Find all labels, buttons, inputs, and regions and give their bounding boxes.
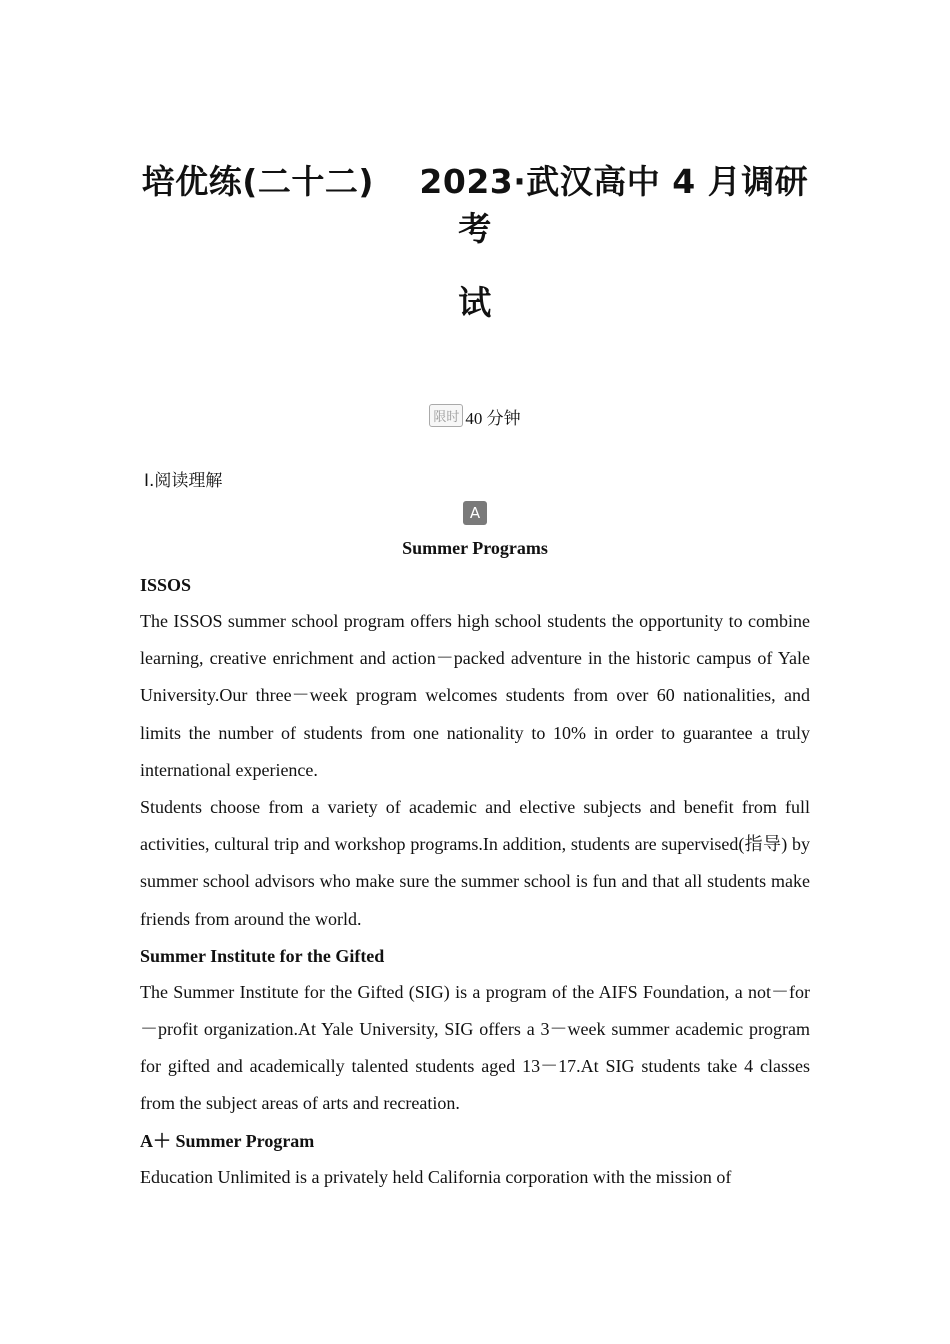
document-title-line-1: 培优练(二十二) 2023·武汉高中 4 月调研考 (141, 162, 809, 248)
article-paragraph: Students choose from a variety of academic and elective subjects and benefit from full activities, cultural trip and workshop programs.In addition, students are supervised(指导) by summer school advisors who make sure the summer school is fun and that all students make friends from around the world. (140, 797, 810, 929)
section-heading: Ⅰ.阅读理解 (144, 471, 223, 491)
article-subheading: ISSOS (140, 575, 192, 595)
article-subheading: Summer Institute for the Gifted (140, 945, 385, 966)
article-subheading: A＋ Summer Program (140, 1130, 315, 1151)
document-title-line-2: 试 (458, 283, 492, 322)
time-limit (140, 404, 810, 429)
article-body (140, 572, 810, 1201)
article-title: Summer Programs (402, 538, 548, 558)
article-paragraph: The Summer Institute for the Gifted (SIG) is a program of the AIFS Foundation, a not－for－profit organization.At Yale University, SIG offers a 3－week summer academic program for gifted and academically talented students aged 13－17.At SIG students take 4 classes from the subject areas of arts and recreation. (140, 981, 810, 1114)
article-paragraph: Education Unlimited is a privately held California corporation with the mission of (140, 1166, 732, 1187)
passage-label: A (463, 501, 487, 525)
time-limit-text: 40 分钟 (465, 409, 521, 428)
article-paragraph: The ISSOS summer school program offers high school students the opportunity to combine learning, creative enrichment and action－packed adventure in the historic campus of Yale University.Our three－week program welcomes students from over 60 nationalities, and limits the number of students from one nationality to 10% in order to guarantee a truly international experience. (140, 611, 810, 780)
time-limit-badge: 限时 (429, 404, 463, 427)
